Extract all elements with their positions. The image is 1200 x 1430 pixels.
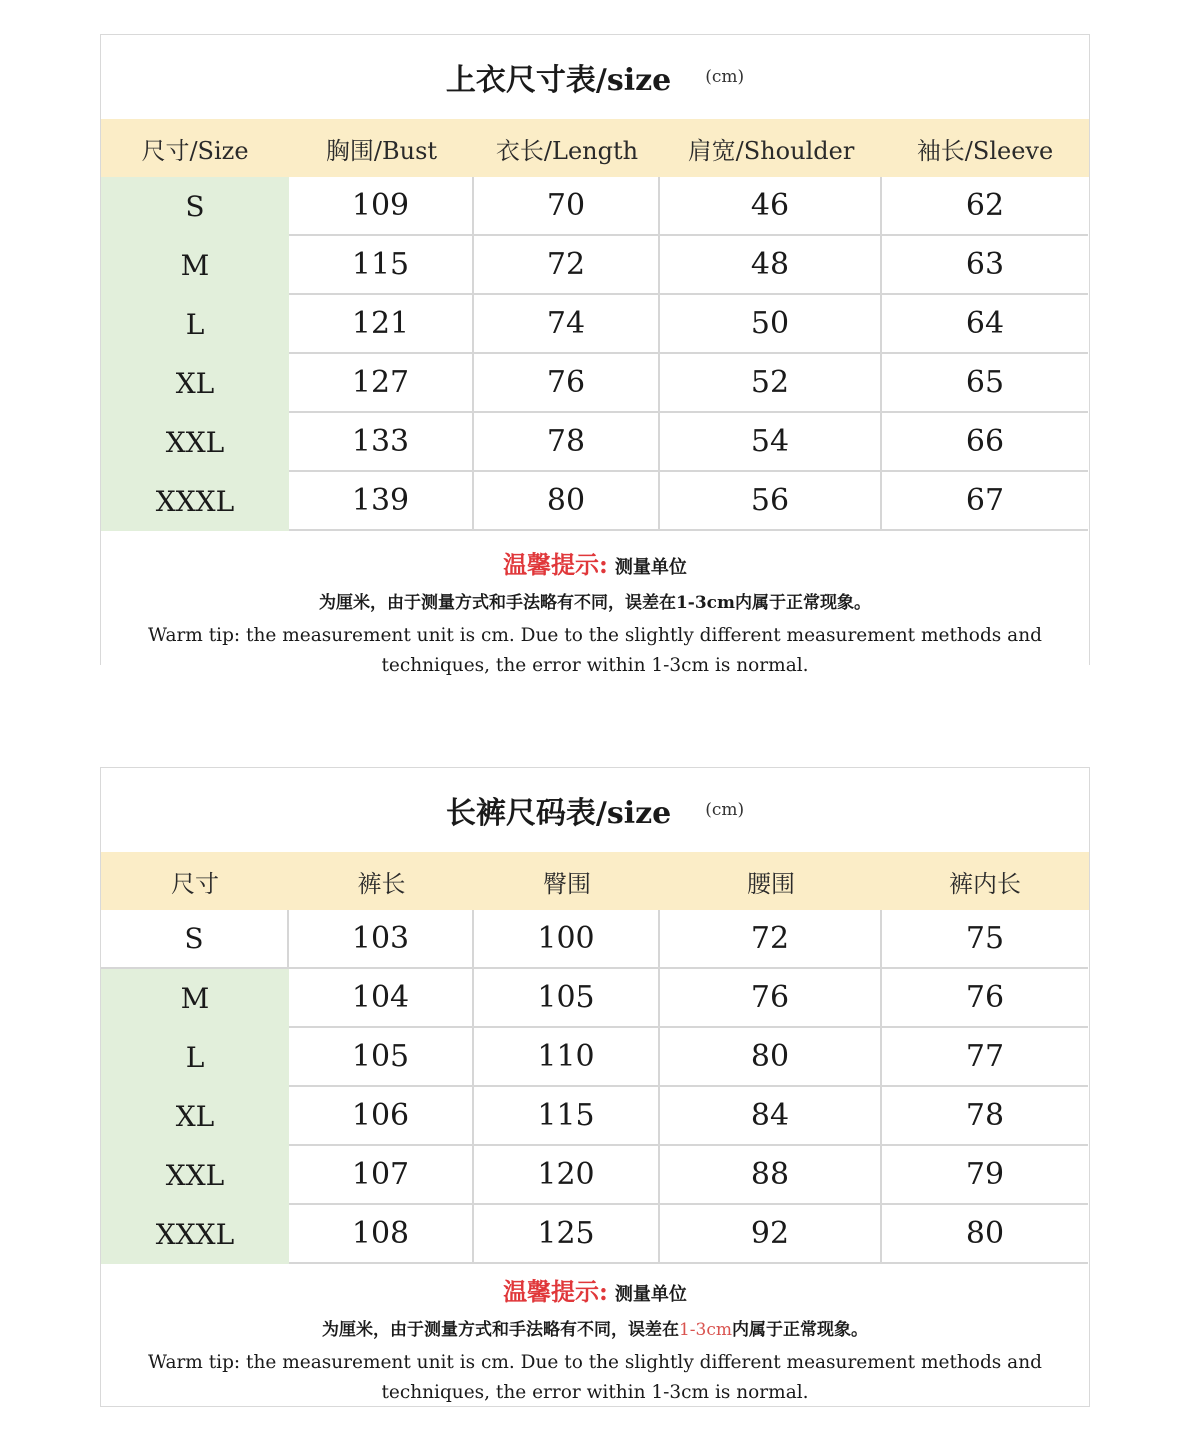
inseam-cell: 79 bbox=[882, 1146, 1088, 1205]
pants-header-row bbox=[101, 852, 1089, 910]
tip-cn-b: 内属于正常现象。 bbox=[735, 593, 872, 613]
length-cell: 72 bbox=[474, 236, 660, 295]
shoulder-cell: 48 bbox=[660, 236, 882, 295]
hip-cell: 125 bbox=[474, 1205, 660, 1264]
tip-english: Warm tip: the measurement unit is cm. Due to the slightly different measurement methods and techniques, the error within 1-3cm is normal. bbox=[148, 1352, 1042, 1403]
size-cell: XXXL bbox=[101, 1205, 289, 1264]
table-row bbox=[101, 354, 1089, 413]
bust-cell: 115 bbox=[289, 236, 474, 295]
table-row bbox=[101, 1028, 1089, 1087]
tops-chart-title bbox=[101, 35, 1089, 119]
sleeve-cell: 66 bbox=[882, 413, 1088, 472]
hip-cell: 105 bbox=[474, 969, 660, 1028]
inseam-cell: 80 bbox=[882, 1205, 1088, 1264]
tip-cn-a: 为厘米，由于测量方式和手法略有不同，误差在 bbox=[318, 593, 676, 613]
hip-cell: 110 bbox=[474, 1028, 660, 1087]
waist-cell: 80 bbox=[660, 1028, 882, 1087]
tip-label: 温馨提示: bbox=[503, 1277, 608, 1306]
waist-cell: 84 bbox=[660, 1087, 882, 1146]
tops-unit: (cm) bbox=[705, 67, 745, 87]
size-cell: L bbox=[101, 1028, 289, 1087]
shoulder-cell: 54 bbox=[660, 413, 882, 472]
tip-label: 温馨提示: bbox=[503, 550, 608, 579]
size-cell: XXL bbox=[101, 1146, 289, 1205]
sleeve-cell: 67 bbox=[882, 472, 1088, 531]
table-row bbox=[101, 910, 1089, 969]
waist-cell: 72 bbox=[660, 910, 882, 969]
table-row bbox=[101, 1205, 1089, 1264]
bust-cell: 139 bbox=[289, 472, 474, 531]
tops-title-text: 上衣尺寸表/size bbox=[445, 63, 672, 98]
table-row bbox=[101, 295, 1089, 354]
length-cell: 78 bbox=[474, 413, 660, 472]
size-cell: XXL bbox=[101, 413, 289, 472]
length-cell: 107 bbox=[289, 1146, 474, 1205]
size-cell: XL bbox=[101, 354, 289, 413]
size-cell: S bbox=[101, 177, 289, 236]
pants-header-waist: 腰围 bbox=[747, 869, 795, 898]
shoulder-cell: 46 bbox=[660, 177, 882, 236]
size-cell: S bbox=[101, 910, 289, 969]
inseam-cell: 78 bbox=[882, 1087, 1088, 1146]
table-row bbox=[101, 1087, 1089, 1146]
size-cell: M bbox=[101, 236, 289, 295]
pants-header-inseam: 裤内长 bbox=[949, 869, 1021, 898]
pants-size-chart bbox=[100, 767, 1090, 1407]
sleeve-cell: 62 bbox=[882, 177, 1088, 236]
hip-cell: 100 bbox=[474, 910, 660, 969]
table-row bbox=[101, 177, 1089, 236]
size-cell: M bbox=[101, 969, 289, 1028]
tip-english: Warm tip: the measurement unit is cm. Due to the slightly different measurement methods and techniques, the error within 1-3cm is normal. bbox=[148, 625, 1042, 676]
sleeve-cell: 65 bbox=[882, 354, 1088, 413]
table-row bbox=[101, 1146, 1089, 1205]
pants-header-size: 尺寸 bbox=[171, 869, 219, 898]
length-cell: 105 bbox=[289, 1028, 474, 1087]
waist-cell: 88 bbox=[660, 1146, 882, 1205]
bust-cell: 127 bbox=[289, 354, 474, 413]
tops-header-bust: 胸围/Bust bbox=[325, 136, 438, 165]
length-cell: 74 bbox=[474, 295, 660, 354]
pants-title-text: 长裤尺码表/size bbox=[445, 796, 672, 831]
tip-unit-text: 测量单位 bbox=[614, 1284, 687, 1305]
length-cell: 103 bbox=[289, 910, 474, 969]
waist-cell: 76 bbox=[660, 969, 882, 1028]
hip-cell: 120 bbox=[474, 1146, 660, 1205]
table-row bbox=[101, 472, 1089, 531]
pants-chart-title bbox=[101, 768, 1089, 852]
sleeve-cell: 64 bbox=[882, 295, 1088, 354]
table-row bbox=[101, 969, 1089, 1028]
tops-header-length: 衣长/Length bbox=[495, 136, 639, 165]
bust-cell: 109 bbox=[289, 177, 474, 236]
tip-cn-range: 1-3cm bbox=[678, 1320, 733, 1340]
inseam-cell: 77 bbox=[882, 1028, 1088, 1087]
shoulder-cell: 52 bbox=[660, 354, 882, 413]
sleeve-cell: 63 bbox=[882, 236, 1088, 295]
size-cell: XXXL bbox=[101, 472, 289, 531]
shoulder-cell: 50 bbox=[660, 295, 882, 354]
inseam-cell: 76 bbox=[882, 969, 1088, 1028]
waist-cell: 92 bbox=[660, 1205, 882, 1264]
tops-header-shoulder: 肩宽/Shoulder bbox=[687, 136, 855, 165]
tip-cn-b: 内属于正常现象。 bbox=[732, 1320, 869, 1340]
bust-cell: 133 bbox=[289, 413, 474, 472]
tops-header-sleeve: 袖长/Sleeve bbox=[916, 136, 1054, 165]
size-cell: XL bbox=[101, 1087, 289, 1146]
tip-unit-text: 测量单位 bbox=[614, 557, 687, 578]
length-cell: 108 bbox=[289, 1205, 474, 1264]
length-cell: 106 bbox=[289, 1087, 474, 1146]
pants-header-length: 裤长 bbox=[357, 869, 406, 898]
shoulder-cell: 56 bbox=[660, 472, 882, 531]
tops-header-row bbox=[101, 119, 1089, 177]
tops-header-size: 尺寸/Size bbox=[141, 136, 249, 165]
size-cell: L bbox=[101, 295, 289, 354]
pants-warm-tip bbox=[101, 1264, 1089, 1408]
tops-size-chart bbox=[100, 34, 1090, 676]
tops-warm-tip bbox=[101, 531, 1089, 681]
bust-cell: 121 bbox=[289, 295, 474, 354]
tip-cn-a: 为厘米，由于测量方式和手法略有不同，误差在 bbox=[321, 1320, 679, 1340]
length-cell: 80 bbox=[474, 472, 660, 531]
length-cell: 76 bbox=[474, 354, 660, 413]
table-row bbox=[101, 413, 1089, 472]
length-cell: 104 bbox=[289, 969, 474, 1028]
inseam-cell: 75 bbox=[882, 910, 1088, 969]
tip-cn-range: 1-3cm bbox=[675, 593, 736, 613]
table-row bbox=[101, 236, 1089, 295]
pants-header-hip: 臀围 bbox=[543, 869, 591, 898]
length-cell: 70 bbox=[474, 177, 660, 236]
hip-cell: 115 bbox=[474, 1087, 660, 1146]
pants-unit: (cm) bbox=[705, 800, 745, 820]
